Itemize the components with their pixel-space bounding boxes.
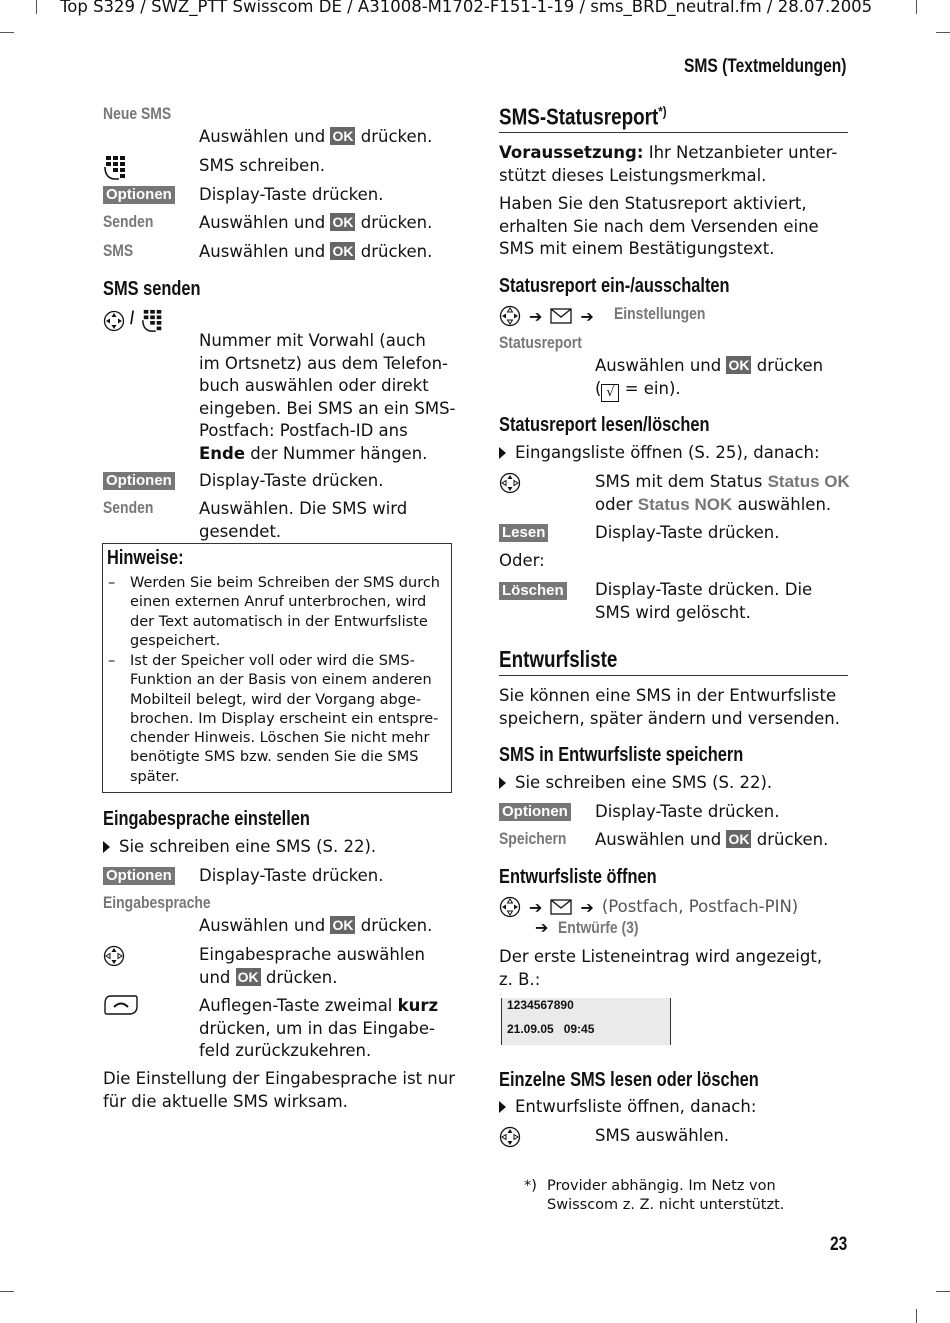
line: chender Hinweis. Löschen Sie nicht mehr	[130, 730, 430, 747]
text: drücken	[756, 356, 824, 375]
oder-line: Oder:	[499, 551, 545, 570]
text: drücken.	[756, 830, 829, 849]
end-call-key-icon	[103, 994, 139, 1016]
line: Eingabesprache auswählen	[199, 945, 425, 964]
line: feld zurückzukehren.	[199, 1041, 372, 1060]
line: SMS mit einem Bestätigungstext.	[499, 239, 775, 258]
section-title: SMS (Textmeldungen)	[684, 56, 847, 77]
lesen-softkey	[499, 522, 548, 542]
bullet-arrow-icon	[499, 1101, 506, 1113]
line: Funktion an der Basis von einem anderen	[130, 672, 432, 689]
footnote	[547, 1177, 784, 1216]
ok-key: OK	[728, 357, 750, 373]
line: Auswählen. Die SMS wird	[199, 499, 408, 518]
line: im Ortsnetz) aus dem Telefon-	[199, 353, 448, 373]
footnote-ref: *)	[658, 103, 667, 119]
nav-key-icon	[103, 310, 125, 332]
haben-paragraph	[499, 193, 819, 261]
heading-einzelne: Einzelne SMS lesen oder löschen	[499, 1069, 759, 1091]
line	[595, 471, 850, 494]
text: Ihr Netzanbieter unter-	[648, 143, 838, 162]
line: eingeben. Bei SMS an ein SMS-	[199, 398, 456, 418]
display-taste: Display-Taste drücken.	[199, 185, 384, 204]
nav-key-icon	[499, 896, 521, 918]
ok-key: OK	[237, 968, 259, 985]
display-taste: Display-Taste drücken.	[199, 471, 384, 490]
line	[199, 995, 438, 1018]
sms-schreiben: SMS schreiben.	[199, 156, 326, 175]
display-number: 1234567890	[507, 998, 574, 1012]
crop-mark	[916, 0, 917, 14]
menu-path	[499, 304, 602, 328]
menu-entwuerfe: Entwürfe (3)	[558, 918, 639, 937]
loeschen-softkey	[499, 580, 567, 600]
closing-paragraph	[103, 1068, 455, 1113]
text: Auswählen und	[199, 916, 326, 935]
softkey-label: Optionen	[103, 472, 175, 490]
bullet-arrow-icon	[103, 841, 110, 853]
line: buch auswählen oder direkt	[199, 376, 429, 395]
line	[595, 494, 850, 517]
ok-key: OK	[332, 214, 354, 230]
text: Sie schreiben eine SMS (S. 22).	[119, 837, 377, 856]
text: drücken.	[265, 967, 338, 987]
text: kurz	[397, 996, 439, 1015]
auflegen-desc	[199, 995, 438, 1063]
text: drücken.	[360, 242, 433, 261]
line: Nummer mit Vorwahl (auch	[199, 331, 426, 350]
optionen-softkey	[103, 184, 175, 204]
loeschen-desc	[595, 579, 812, 624]
line: der Text automatisch in der Entwurfsliste	[130, 613, 428, 630]
text: Auswählen und	[595, 830, 722, 849]
menu-path	[499, 895, 798, 919]
ok-key: OK	[332, 917, 354, 933]
line: Postfach: Postfach-ID ans	[199, 421, 408, 440]
arrow-icon: ➔	[535, 918, 549, 937]
text: und	[199, 967, 231, 987]
sms-desc	[199, 241, 432, 264]
sr-auswaehlen	[595, 355, 823, 402]
text: Sie schreiben eine SMS (S. 22).	[515, 773, 773, 792]
senden-result	[199, 498, 407, 543]
hinweis-dash: –	[108, 653, 116, 669]
crop-mark	[0, 32, 14, 33]
neue-sms-desc	[199, 126, 432, 149]
text: auswählen.	[737, 494, 832, 514]
text: Auflegen-Taste zweimal	[199, 996, 393, 1015]
text: SMS-Statusreport	[499, 103, 659, 130]
heading-rule	[499, 132, 848, 133]
bullet-sie-schreiben	[103, 836, 376, 859]
display-datetime: 21.09.05 09:45	[507, 1022, 595, 1036]
checkbox-icon: √	[601, 384, 619, 402]
line: drücken, um in das Eingabe-	[199, 1018, 435, 1038]
display-taste: Display-Taste drücken.	[199, 866, 384, 885]
eingabe-auswaehlen	[199, 915, 432, 938]
hinweise-title: Hinweise:	[107, 547, 184, 569]
hinweis-2	[130, 652, 438, 787]
line: Mobilteil belegt, wird der Vorgang abge-	[130, 691, 422, 708]
line: erhalten Sie nach dem Versenden eine	[499, 216, 819, 236]
postfach-text: (Postfach, Postfach-PIN)	[601, 896, 799, 916]
line	[499, 142, 837, 165]
softkey-label: Optionen	[103, 186, 175, 204]
line: Haben Sie den Statusreport aktiviert,	[499, 194, 807, 213]
label-sms: SMS	[103, 241, 134, 260]
text: Voraussetzung:	[499, 143, 644, 162]
text: drücken.	[360, 127, 433, 146]
line: z. B.:	[499, 969, 541, 989]
ok-key: OK	[332, 128, 354, 144]
arrow-icon: ➔	[529, 306, 543, 326]
envelope-icon	[550, 899, 572, 915]
line: Swisscom z. Z. nicht unterstützt.	[547, 1197, 785, 1214]
separator: /	[130, 308, 135, 328]
line: später.	[130, 768, 180, 785]
speichern-desc	[595, 829, 828, 852]
crop-mark	[916, 1309, 917, 1323]
ok-key: OK	[332, 243, 354, 259]
text: Entwurfsliste öffnen, danach:	[515, 1097, 757, 1116]
line: Der erste Listeneintrag wird angezeigt,	[499, 947, 823, 966]
label-neue-sms: Neue SMS	[103, 104, 172, 123]
line: Ist der Speicher voll oder wird die SMS-	[130, 653, 415, 669]
optionen-softkey	[103, 470, 175, 490]
heading-statusreport	[499, 103, 667, 131]
heading-speichern: SMS in Entwurfsliste speichern	[499, 744, 744, 766]
line: Die Einstellung der Eingabesprache ist nur	[103, 1069, 455, 1088]
bullet-arrow-icon	[499, 777, 506, 789]
label-statusreport: Statusreport	[499, 333, 582, 352]
text: Auswählen und	[199, 242, 326, 261]
text: Auswählen und	[199, 213, 326, 232]
line: gespeichert.	[130, 632, 221, 649]
line: SMS wird gelöscht.	[595, 602, 751, 622]
page-number: 23	[830, 1234, 848, 1255]
softkey-label: Optionen	[499, 803, 571, 821]
line: ( √ = ein).	[595, 378, 681, 400]
display-taste: Display-Taste drücken.	[595, 523, 780, 542]
arrow-icon: ➔	[529, 897, 543, 917]
line: für die aktuelle SMS wirksam.	[103, 1091, 348, 1111]
nummer-paragraph	[199, 330, 456, 465]
text: = ein).	[624, 378, 681, 398]
bullet-sie-schreiben	[499, 772, 772, 795]
display-taste: Display-Taste drücken.	[595, 802, 780, 821]
keypad-icon	[103, 155, 129, 181]
envelope-icon	[550, 308, 572, 324]
line: Provider abhängig. Im Netz von	[547, 1178, 776, 1194]
heading-entwurfsliste: Entwurfsliste	[499, 646, 618, 672]
menu-einstellungen: Einstellungen	[614, 304, 706, 323]
text: Auswählen und	[199, 127, 326, 146]
status-desc	[595, 471, 850, 516]
heading-rule	[499, 675, 848, 676]
heading-eingabesprache: Eingabesprache einstellen	[103, 808, 310, 830]
entwurfsliste-intro	[499, 685, 840, 730]
crop-mark	[936, 32, 950, 33]
keypad-icon	[141, 309, 165, 333]
eingabe-nav-desc	[199, 944, 425, 989]
line: einen externen Anruf unterbrochen, wird	[130, 594, 427, 611]
bullet-arrow-icon	[499, 447, 506, 459]
text: Auswählen und	[595, 356, 722, 375]
text: oder	[595, 494, 633, 514]
nav-updown-icon	[499, 1126, 521, 1148]
softkey-label: Lesen	[499, 524, 548, 542]
line: speichern, später ändern und versenden.	[499, 708, 841, 728]
text: der Nummer hängen.	[250, 443, 428, 463]
footnote-mark: *)	[524, 1178, 537, 1194]
label-senden: Senden	[103, 212, 154, 231]
display-preview	[501, 998, 671, 1045]
heading-oeffnen: Entwurfsliste öffnen	[499, 866, 657, 888]
line	[199, 443, 456, 466]
ok-key: OK	[728, 831, 750, 847]
header-meta: Top S329 / SWZ_PTT Swisscom DE / A31008-M1702-F151-1-19 / sms_BRD_neutral.fm / 28.07.2005	[60, 0, 873, 16]
heading-sms-senden: SMS senden	[103, 278, 201, 300]
optionen-softkey	[103, 865, 175, 885]
voraussetzung	[499, 142, 837, 187]
softkey-label: Optionen	[103, 867, 175, 885]
text: Eingangsliste öffnen (S. 25), danach:	[515, 443, 820, 462]
line: Display-Taste drücken. Die	[595, 580, 813, 599]
line: gesendet.	[199, 521, 282, 541]
optionen-softkey	[499, 801, 571, 821]
arrow-icon: ➔	[580, 897, 594, 917]
status-ok: Status OK	[767, 472, 850, 491]
crop-mark	[0, 1291, 14, 1292]
menu-path-2	[535, 918, 554, 937]
bullet-eingangsliste	[499, 442, 820, 465]
arrow-icon: ➔	[580, 306, 594, 326]
bullet-entwurfsliste	[499, 1096, 756, 1119]
heading-lesen: Statusreport lesen/löschen	[499, 414, 710, 436]
line: brochen. Im Display erscheint ein entspre-	[130, 710, 439, 727]
softkey-label: Löschen	[499, 582, 567, 600]
nav-updown-icon	[499, 472, 521, 494]
text: drücken.	[360, 916, 433, 935]
senden-desc	[199, 212, 432, 235]
heading-einaus: Statusreport ein-/ausschalten	[499, 275, 730, 297]
crop-mark	[936, 1291, 950, 1292]
erste-paragraph	[499, 946, 822, 991]
line: Sie können eine SMS in der Entwurfsliste	[499, 686, 837, 705]
label-senden: Senden	[103, 498, 154, 517]
hinweis-dash: –	[108, 575, 116, 591]
ende-key: Ende	[199, 443, 246, 463]
label-speichern: Speichern	[499, 829, 567, 848]
line: stützt dieses Leistungsmerkmal.	[499, 165, 767, 185]
crop-mark	[36, 0, 37, 14]
label-eingabesprache: Eingabesprache	[103, 893, 211, 912]
nav-key-icon	[499, 305, 521, 327]
line: Werden Sie beim Schreiben der SMS durch	[130, 575, 440, 591]
text: drücken.	[360, 213, 433, 232]
hinweis-1	[130, 574, 440, 651]
text: SMS mit dem Status	[595, 472, 763, 491]
status-nok: Status NOK	[637, 494, 733, 514]
nav-updown-icon	[103, 945, 125, 967]
line	[199, 967, 425, 990]
line	[595, 355, 823, 378]
line: benötigte SMS bzw. senden Sie die SMS	[130, 749, 419, 766]
sms-auswaehlen: SMS auswählen.	[595, 1126, 730, 1145]
